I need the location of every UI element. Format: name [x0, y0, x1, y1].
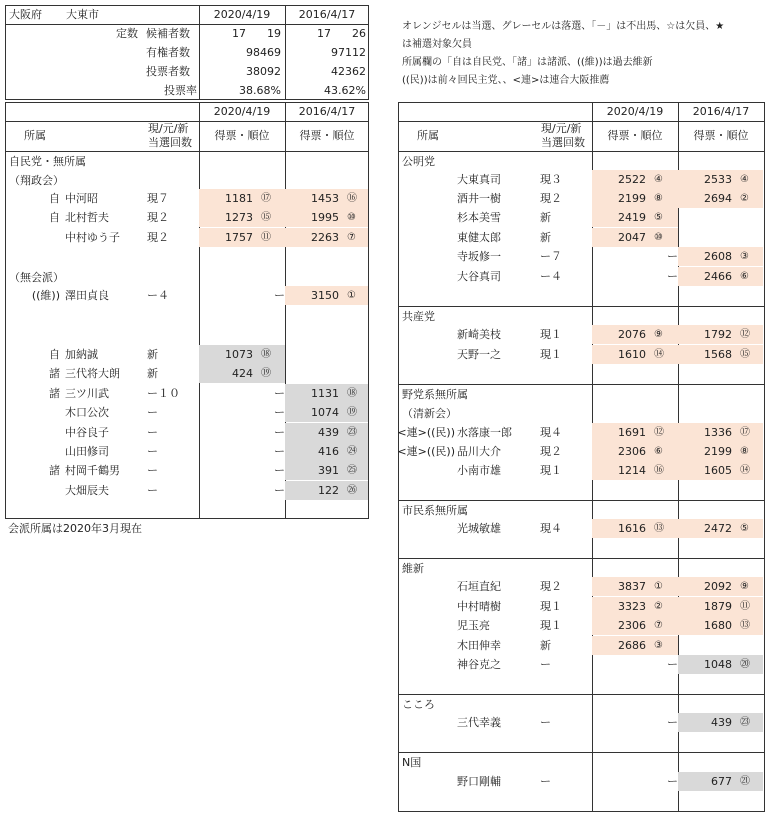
votes-2020: ー	[274, 289, 285, 302]
label-kouho: 候補者数	[146, 27, 190, 40]
candidate-name: 光城敏雄	[457, 522, 501, 535]
rank-2016: ⑨	[740, 581, 749, 592]
rank-2020: ⑦	[654, 620, 663, 631]
votes-2016: 677	[711, 775, 732, 788]
candidate-name: 村岡千鶴男	[65, 464, 120, 477]
rank-2016: ③	[740, 251, 749, 262]
rank-2016: ⑪	[740, 601, 750, 612]
rank-2020: ⑲	[261, 368, 271, 379]
votes-2016: 1453	[311, 192, 339, 205]
candidate-status: 現１	[540, 328, 562, 341]
votes-2020: 2686	[618, 639, 646, 652]
rank-2020: ⑰	[261, 193, 271, 204]
candidate-name: 加納誠	[65, 348, 98, 361]
candidate-name: 石垣直紀	[457, 580, 501, 593]
right-group-label: 維新	[402, 562, 424, 575]
candidate-name: 大東真司	[457, 173, 501, 186]
rank-2020: ⑪	[261, 232, 271, 243]
rank-2016: ㉕	[347, 465, 357, 476]
votes-2020: 3323	[618, 600, 646, 613]
candidate-status: 新	[147, 348, 158, 361]
left-head-affil: 所属	[24, 129, 46, 142]
right-group-label: 共産党	[402, 310, 435, 323]
votes-2016: 1568	[704, 348, 732, 361]
kouho-2016: 26	[352, 27, 366, 40]
candidate-name: 中谷良子	[65, 426, 109, 439]
votes-2016: 439	[711, 716, 732, 729]
rank-2016: ㉔	[347, 446, 357, 457]
summary-date-2020: 2020/4/19	[213, 8, 271, 21]
candidate-party: 自	[49, 348, 60, 361]
candidate-party: 諸	[49, 464, 60, 477]
left-head-date-2016: 2016/4/17	[298, 105, 356, 118]
rank-2020: ⑧	[654, 193, 663, 204]
candidate-status: 新	[540, 211, 551, 224]
rank-2016: ㉖	[347, 485, 357, 496]
tohyo-2016: 42362	[331, 65, 366, 78]
candidate-name: 大畑辰夫	[65, 484, 109, 497]
candidate-status: 現４	[540, 426, 562, 439]
votes-2020: ー	[667, 658, 678, 671]
candidate-status: 新	[540, 639, 551, 652]
candidate-party: 自	[49, 192, 60, 205]
candidate-name: 中村晴樹	[457, 600, 501, 613]
legend-line-4: ((民))は前々回民主党、、<連>は連合大阪推薦	[402, 75, 610, 86]
candidate-status: ー	[147, 464, 158, 477]
candidate-status: ー７	[540, 250, 562, 263]
candidate-name: 木口公次	[65, 406, 109, 419]
candidate-name: 澤田貞良	[65, 289, 109, 302]
votes-2020: 1610	[618, 348, 646, 361]
rank-2016: ⑥	[740, 271, 749, 282]
rank-2020: ⑱	[261, 349, 271, 360]
votes-2020: ー	[274, 387, 285, 400]
candidate-name: 中河昭	[65, 192, 98, 205]
candidate-name: 神谷克之	[457, 658, 501, 671]
votes-2016: 1074	[311, 406, 339, 419]
yuken-2020: 98469	[246, 46, 281, 59]
candidate-status: ー１０	[147, 387, 180, 400]
candidate-party: <連>((民))	[397, 445, 455, 458]
candidate-name: 寺坂修一	[457, 250, 501, 263]
candidate-party: <連>((民))	[397, 426, 455, 439]
votes-2016: 391	[318, 464, 339, 477]
votes-2016: 2694	[704, 192, 732, 205]
votes-2020: ー	[274, 484, 285, 497]
votes-2020: 424	[232, 367, 253, 380]
candidate-status: 現１	[540, 600, 562, 613]
votes-2020: 2419	[618, 211, 646, 224]
candidate-name: 水落康一郎	[457, 426, 512, 439]
summary-city: 大東市	[66, 8, 99, 21]
rank-2016: ①	[347, 290, 356, 301]
votes-2020: 2076	[618, 328, 646, 341]
votes-2020: 1616	[618, 522, 646, 535]
votes-2016: 1336	[704, 426, 732, 439]
votes-2020: 1181	[225, 192, 253, 205]
votes-2020: ー	[667, 250, 678, 263]
rank-2016: ⑯	[347, 193, 357, 204]
rate-2016: 43.62%	[324, 84, 366, 97]
votes-2016: 2533	[704, 173, 732, 186]
left-group-label: （翔政会）	[9, 174, 64, 187]
rank-2020: ⑩	[654, 232, 663, 243]
candidate-status: 現２	[540, 580, 562, 593]
candidate-name: 野口剛輔	[457, 775, 501, 788]
right-head-status-1: 現/元/新	[541, 122, 582, 135]
rank-2020: ①	[654, 581, 663, 592]
candidate-status: ー	[540, 775, 551, 788]
teisu-2020: 17	[232, 27, 246, 40]
right-group-label: 野党系無所属	[402, 388, 468, 401]
votes-2020: 1691	[618, 426, 646, 439]
candidate-name: 新崎美枝	[457, 328, 501, 341]
right-head-votes-2016: 得票・順位	[693, 129, 749, 142]
rank-2020: ④	[654, 174, 663, 185]
candidate-name: 大谷真司	[457, 270, 501, 283]
right-group-label: 市民系無所属	[402, 504, 468, 517]
candidate-status: ー	[147, 406, 158, 419]
candidate-status: ー	[540, 658, 551, 671]
candidate-party: 自	[49, 211, 60, 224]
candidate-status: 新	[540, 231, 551, 244]
rank-2020: ⑤	[654, 212, 663, 223]
candidate-status: ー	[147, 426, 158, 439]
left-head-status-2: 当選回数	[148, 136, 192, 149]
votes-2020: 2047	[618, 231, 646, 244]
summary-date-2016: 2016/4/17	[298, 8, 356, 21]
votes-2020: ー	[667, 270, 678, 283]
label-tohyo: 投票者数	[146, 65, 190, 78]
votes-2020: ー	[274, 406, 285, 419]
candidate-name: 中村ゆう子	[65, 231, 120, 244]
candidate-name: 児玉亮	[457, 619, 490, 632]
candidate-status: 現２	[147, 211, 169, 224]
left-note: 会派所属は2020年3月現在	[8, 522, 142, 535]
votes-2016: 439	[318, 426, 339, 439]
rank-2016: ⑩	[347, 212, 356, 223]
right-head-votes-2020: 得票・順位	[607, 129, 663, 142]
candidate-name: 三代幸義	[457, 716, 501, 729]
votes-2016: 1879	[704, 600, 732, 613]
votes-2020: ー	[667, 716, 678, 729]
teisu-2016: 17	[317, 27, 331, 40]
candidate-status: ー	[147, 484, 158, 497]
votes-2020: 2306	[618, 445, 646, 458]
left-head-votes-2020: 得票・順位	[214, 129, 270, 142]
rank-2016: ⑳	[740, 659, 750, 670]
votes-2016: 1680	[704, 619, 732, 632]
rank-2020: ③	[654, 640, 663, 651]
right-group-label: 公明党	[402, 155, 435, 168]
candidate-status: 現４	[540, 522, 562, 535]
rank-2016: ㉓	[740, 717, 750, 728]
left-head-status-1: 現/元/新	[148, 122, 189, 135]
kouho-2020: 19	[267, 27, 281, 40]
legend-line-1: オレンジセルは当選、グレーセルは落選、「－」は不出馬、☆は欠員、★	[402, 21, 725, 32]
candidate-status: 新	[147, 367, 158, 380]
votes-2020: ー	[274, 426, 285, 439]
votes-2020: ー	[274, 464, 285, 477]
candidate-party: 諸	[49, 387, 60, 400]
summary-box	[5, 5, 369, 100]
candidate-party: 諸	[49, 367, 60, 380]
candidate-name: 北村哲夫	[65, 211, 109, 224]
left-head-votes-2016: 得票・順位	[299, 129, 355, 142]
left-group-label: （無会派）	[9, 271, 64, 284]
right-group-label: こころ	[402, 698, 435, 711]
rank-2020: ⑥	[654, 446, 663, 457]
rank-2016: ㉑	[740, 776, 750, 787]
candidate-status: 現１	[540, 348, 562, 361]
votes-2016: 1605	[704, 464, 732, 477]
tohyo-2020: 38092	[246, 65, 281, 78]
votes-2016: 1792	[704, 328, 732, 341]
label-rate: 投票率	[164, 84, 197, 97]
candidate-status: 現１	[540, 619, 562, 632]
votes-2016: 2472	[704, 522, 732, 535]
rank-2020: ⑭	[654, 349, 664, 360]
rank-2016: ⑮	[740, 349, 750, 360]
rank-2016: ⑤	[740, 523, 749, 534]
candidate-status: ー	[540, 716, 551, 729]
summary-pref: 大阪府	[9, 8, 42, 21]
votes-2020: 1273	[225, 211, 253, 224]
left-group-label: 自民党・無所属	[9, 155, 86, 168]
left-head-date-2020: 2020/4/19	[213, 105, 271, 118]
candidate-name: 天野一之	[457, 348, 501, 361]
candidate-status: 現２	[540, 192, 562, 205]
candidate-status: 現３	[540, 173, 562, 186]
legend-line-3: 所属欄の「自は自民党、「諸」は諸派、((維))は過去維新	[402, 57, 653, 68]
votes-2020: 2306	[618, 619, 646, 632]
legend	[402, 18, 772, 90]
votes-2016: 2199	[704, 445, 732, 458]
rank-2016: ⑫	[740, 329, 750, 340]
rank-2020: ⑫	[654, 427, 664, 438]
votes-2016: 2608	[704, 250, 732, 263]
right-head-affil: 所属	[417, 129, 439, 142]
votes-2016: 2263	[311, 231, 339, 244]
rank-2016: ⑧	[740, 446, 749, 457]
legend-line-2: は補選対象欠員	[402, 39, 472, 50]
right-group-label: （清新会）	[402, 407, 457, 420]
rank-2020: ②	[654, 601, 663, 612]
votes-2016: 2092	[704, 580, 732, 593]
votes-2016: 416	[318, 445, 339, 458]
votes-2020: 2522	[618, 173, 646, 186]
candidate-status: 現２	[540, 445, 562, 458]
rank-2020: ⑯	[654, 465, 664, 476]
rank-2020: ⑨	[654, 329, 663, 340]
yuken-2016: 97112	[331, 46, 366, 59]
rank-2020: ⑮	[261, 212, 271, 223]
candidate-status: 現１	[540, 464, 562, 477]
right-head-date-2020: 2020/4/19	[606, 105, 664, 118]
right-group-label: N国	[402, 756, 422, 769]
rank-2016: ⑰	[740, 427, 750, 438]
candidate-name: 三ツ川武	[65, 387, 109, 400]
candidate-name: 山田修司	[65, 445, 109, 458]
votes-2016: 1048	[704, 658, 732, 671]
candidate-name: 三代将大朗	[65, 367, 120, 380]
votes-2020: 1073	[225, 348, 253, 361]
candidate-status: ー４	[540, 270, 562, 283]
rank-2016: ②	[740, 193, 749, 204]
rank-2020: ⑬	[654, 523, 664, 534]
rank-2016: ㉓	[347, 427, 357, 438]
candidate-name: 杉本美雪	[457, 211, 501, 224]
votes-2016: 1131	[311, 387, 339, 400]
votes-2020: 3837	[618, 580, 646, 593]
votes-2020: 1214	[618, 464, 646, 477]
votes-2016: 1995	[311, 211, 339, 224]
candidate-name: 木田伸幸	[457, 639, 501, 652]
rank-2016: ⑱	[347, 388, 357, 399]
right-head-status-2: 当選回数	[541, 136, 585, 149]
rank-2016: ⑦	[347, 232, 356, 243]
rank-2016: ⑲	[347, 407, 357, 418]
candidate-name: 小南市雄	[457, 464, 501, 477]
candidate-status: 現２	[147, 231, 169, 244]
label-yuken: 有権者数	[146, 46, 190, 59]
votes-2020: ー	[274, 445, 285, 458]
votes-2016: 2466	[704, 270, 732, 283]
candidate-status: ー	[147, 445, 158, 458]
rank-2016: ⑬	[740, 620, 750, 631]
candidate-status: 現７	[147, 192, 169, 205]
votes-2020: 2199	[618, 192, 646, 205]
candidate-name: 酒井一樹	[457, 192, 501, 205]
rate-2020: 38.68%	[239, 84, 281, 97]
candidate-name: 品川大介	[457, 445, 501, 458]
rank-2016: ④	[740, 174, 749, 185]
candidate-status: ー４	[147, 289, 169, 302]
votes-2016: 3150	[311, 289, 339, 302]
candidate-name: 東健太郎	[457, 231, 501, 244]
label-teisu: 定数	[116, 27, 138, 40]
rank-2016: ⑭	[740, 465, 750, 476]
votes-2020: ー	[667, 775, 678, 788]
right-head-date-2016: 2016/4/17	[692, 105, 750, 118]
votes-2020: 1757	[225, 231, 253, 244]
candidate-party: ((維))	[31, 289, 60, 302]
votes-2016: 122	[318, 484, 339, 497]
